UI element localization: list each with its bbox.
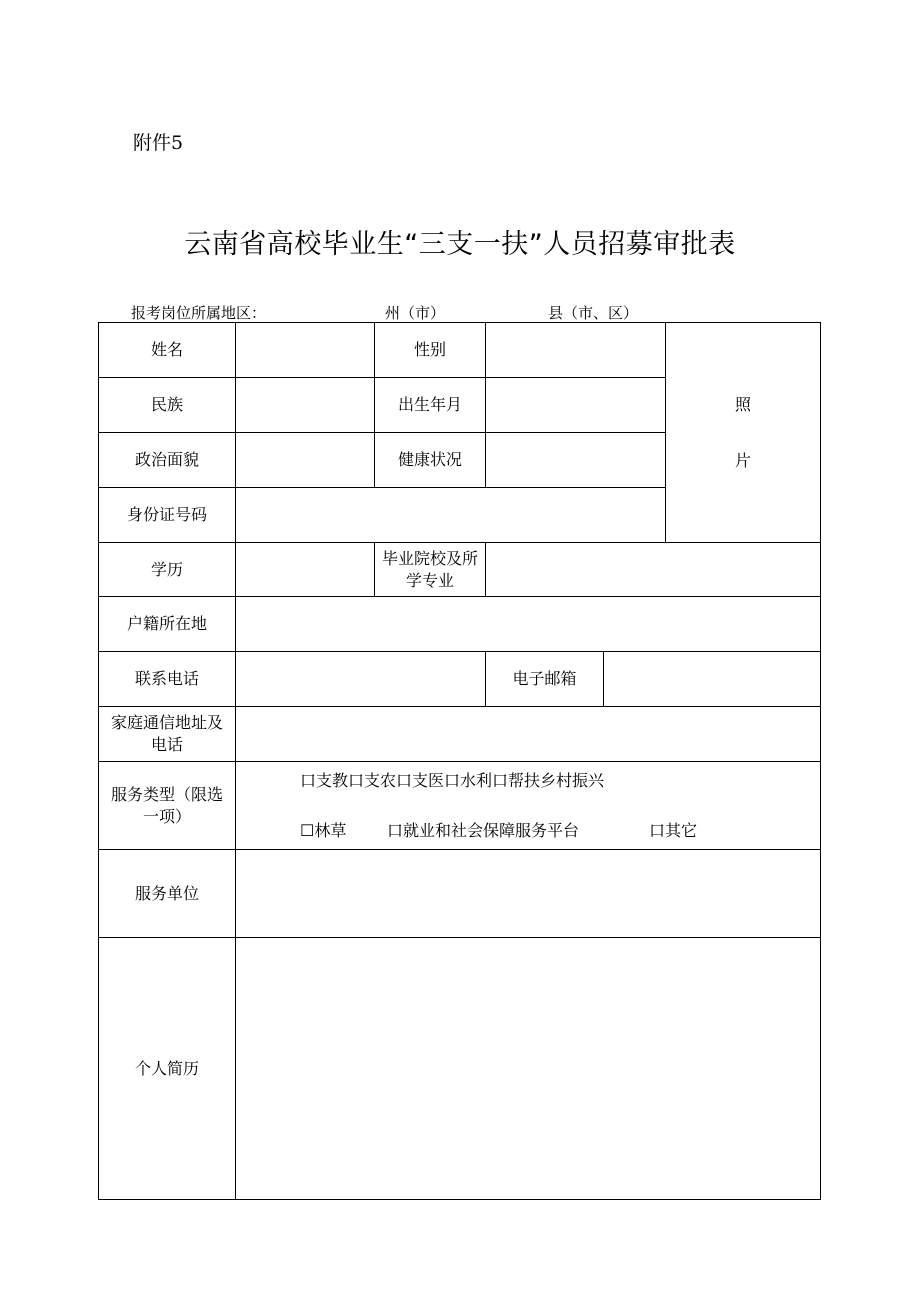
service-type-options[interactable] [236, 762, 821, 850]
id-field[interactable] [236, 488, 666, 543]
address-label-line1: 家庭通信地址及 [110, 713, 223, 732]
birth-field[interactable] [486, 378, 666, 433]
address-field[interactable] [236, 707, 821, 762]
phone-label: 联系电话 [99, 652, 236, 707]
birth-label: 出生年月 [375, 378, 486, 433]
photo-char-2: 片 [734, 450, 751, 470]
health-label: 健康状况 [375, 433, 486, 488]
service-unit-label: 服务单位 [99, 850, 236, 938]
phone-field[interactable] [236, 652, 486, 707]
hukou-label: 户籍所在地 [99, 597, 236, 652]
service-option-forestry[interactable]: ☐林草 [300, 821, 347, 840]
resume-label: 个人简历 [99, 938, 236, 1200]
health-field[interactable] [486, 433, 666, 488]
region-label: 报考岗位所属地区： [131, 304, 267, 322]
service-type-label-line1: 服务类型（限选 [110, 784, 223, 804]
gender-label: 性别 [375, 323, 486, 378]
gender-field[interactable] [486, 323, 666, 378]
hukou-field[interactable] [236, 597, 821, 652]
school-label-line1: 毕业院校及所 [381, 548, 478, 568]
service-type-label-line2: 一项） [142, 806, 191, 826]
form-row-education [99, 543, 821, 597]
school-field[interactable] [486, 543, 821, 597]
form-row-name [99, 323, 821, 378]
address-label [99, 707, 236, 762]
service-type-label [99, 762, 236, 850]
service-unit-field[interactable] [236, 850, 821, 938]
county-label: 县（市、区） [548, 304, 639, 322]
school-label-line2: 学专业 [405, 570, 454, 590]
prefecture-label: 州（市） [385, 304, 446, 322]
form-row-contact [99, 652, 821, 707]
form-row-service-type [99, 762, 821, 850]
education-field[interactable] [236, 543, 375, 597]
id-label: 身份证号码 [99, 488, 236, 543]
politics-field[interactable] [236, 433, 375, 488]
service-options-line1[interactable]: 口支教口支农口支医口水利口帮扶乡村振兴 [300, 771, 605, 790]
application-form-table [98, 322, 821, 1200]
service-option-other[interactable]: 口其它 [649, 821, 698, 840]
form-row-service-unit [99, 850, 821, 938]
email-field[interactable] [604, 652, 821, 707]
education-label: 学历 [99, 543, 236, 597]
form-row-address [99, 707, 821, 762]
photo-box[interactable] [666, 323, 821, 543]
name-label: 姓名 [99, 323, 236, 378]
ethnicity-field[interactable] [236, 378, 375, 433]
ethnicity-label: 民族 [99, 378, 236, 433]
resume-field[interactable] [236, 938, 821, 1200]
attachment-label: 附件5 [133, 132, 184, 154]
form-row-resume [99, 938, 821, 1200]
photo-char-1: 照 [734, 394, 751, 414]
email-label: 电子邮箱 [486, 652, 604, 707]
service-option-employment[interactable]: 口就业和社会保障服务平台 [387, 821, 580, 840]
address-label-line2: 电话 [150, 735, 183, 754]
name-field[interactable] [236, 323, 375, 378]
page-title: 云南省高校毕业生“三支一扶”人员招募审批表 [184, 229, 736, 260]
politics-label: 政治面貌 [99, 433, 236, 488]
form-row-hukou [99, 597, 821, 652]
school-label [375, 543, 486, 597]
